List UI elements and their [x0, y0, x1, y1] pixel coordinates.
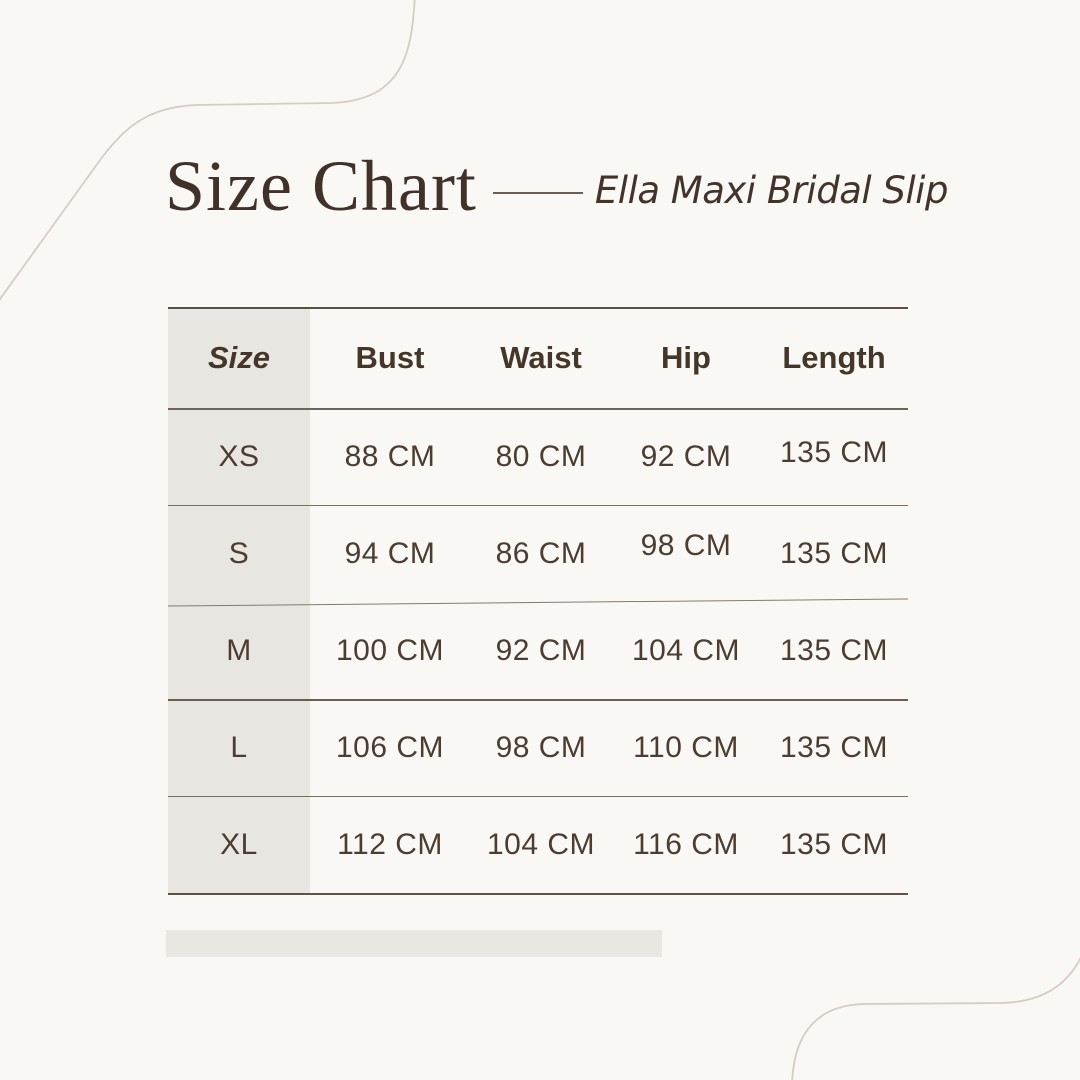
column-header-size: Size — [207, 340, 271, 375]
table-cell-s-waist: 86 CM — [495, 536, 587, 570]
size-label-m: M — [226, 633, 252, 667]
decorative-swoosh-bottom-right — [792, 948, 1080, 1080]
table-cell-xs-length: 135 CM — [779, 435, 889, 469]
table-cell-xs-bust: 88 CM — [344, 439, 436, 473]
table-cell-m-bust: 100 CM — [335, 633, 445, 667]
table-cell-m-hip: 104 CM — [631, 633, 741, 667]
table-grid — [168, 307, 908, 893]
size-label-s: S — [228, 536, 250, 570]
table-cell-l-bust: 106 CM — [335, 730, 445, 764]
table-rule-bottom — [168, 893, 908, 895]
table-cell-xl-waist: 104 CM — [486, 827, 596, 861]
table-cell-m-waist: 92 CM — [495, 633, 587, 667]
page-title: Size Chart — [165, 146, 477, 226]
table-cell-s-bust: 94 CM — [344, 536, 436, 570]
footer-accent-bar — [166, 930, 662, 957]
table-cell-l-length: 135 CM — [779, 730, 889, 764]
size-label-xs: XS — [218, 439, 260, 473]
column-header-length: Length — [782, 340, 886, 375]
table-cell-xs-waist: 80 CM — [495, 439, 587, 473]
table-cell-s-length: 135 CM — [779, 536, 889, 570]
column-header-hip: Hip — [661, 340, 711, 375]
size-label-xl: XL — [220, 827, 258, 861]
table-cell-xl-hip: 116 CM — [633, 827, 739, 861]
product-name: Ella Maxi Bridal Slip — [594, 168, 948, 212]
table-cell-s-hip: 98 CM — [640, 528, 732, 562]
size-label-l: L — [230, 730, 248, 764]
title-divider-line — [493, 192, 583, 194]
table-cell-xl-bust: 112 CM — [337, 827, 443, 861]
table-cell-xs-hip: 92 CM — [640, 439, 732, 473]
size-table — [168, 307, 908, 893]
table-cell-xl-length: 135 CM — [779, 827, 889, 861]
column-header-bust: Bust — [355, 340, 425, 375]
table-cell-m-length: 135 CM — [779, 633, 889, 667]
header — [165, 146, 1040, 226]
table-cell-l-waist: 98 CM — [495, 730, 587, 764]
column-header-waist: Waist — [500, 340, 582, 375]
table-cell-l-hip: 110 CM — [633, 730, 739, 764]
